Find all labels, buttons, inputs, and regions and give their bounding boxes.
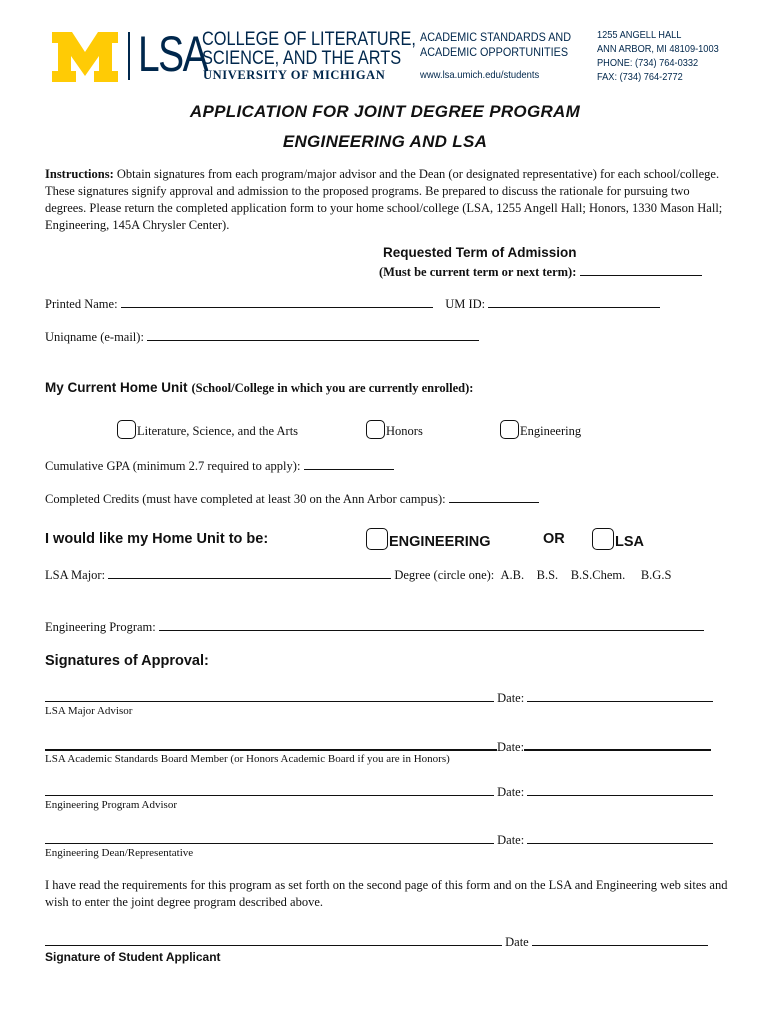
form-title-line-2: ENGINEERING AND LSA [282, 132, 488, 151]
degree-option-bs[interactable]: B.S. [536, 568, 559, 582]
university-name: UNIVERSITY OF MICHIGAN [203, 68, 386, 82]
engineering-dean-caption: Engineering Dean/Representative [45, 847, 194, 859]
degree-option-ab[interactable]: A.B. [500, 568, 525, 582]
printed-name-input[interactable] [121, 296, 433, 308]
honors-option-label: Honors [386, 424, 423, 438]
engineering-dean-date-input[interactable] [527, 830, 713, 844]
engineering-program-row [45, 619, 704, 635]
lsa-major-row [45, 567, 671, 583]
degree-option-bschem[interactable]: B.S.Chem. [570, 568, 626, 582]
printed-name-label: Printed Name: [45, 297, 118, 311]
engineering-dean-date-label: Date: [497, 833, 525, 847]
standards-board-caption: LSA Academic Standards Board Member (or Honors Academic Board if you are in Honors) [45, 753, 450, 765]
term-note: (Must be current term or next term): [379, 265, 577, 279]
current-home-unit-note: (School/College in which you are currently enrolled): [191, 381, 474, 395]
option-engineering[interactable] [500, 420, 581, 439]
lsa-home-checkbox[interactable] [592, 528, 614, 550]
option-lsa[interactable] [117, 420, 298, 439]
or-text: OR [543, 531, 565, 547]
signature-line-engineering-advisor [45, 782, 713, 800]
major-advisor-date-label: Date: [497, 691, 525, 705]
office-address [597, 28, 719, 84]
uniqname-row [45, 329, 479, 345]
option-honors[interactable] [366, 420, 423, 439]
block-m-logo [50, 30, 120, 84]
form-title-line-1: APPLICATION FOR JOINT DEGREE PROGRAM [189, 102, 581, 121]
degree-option-bgs[interactable]: B.G.S [640, 568, 672, 582]
standards-board-signature-input[interactable] [45, 736, 497, 751]
signature-line-major-advisor [45, 688, 713, 706]
engineering-dean-signature-input[interactable] [45, 830, 494, 844]
term-row [379, 264, 702, 280]
engineering-advisor-caption: Engineering Program Advisor [45, 799, 177, 811]
student-signature-input[interactable] [45, 932, 502, 946]
major-advisor-date-input[interactable] [527, 688, 713, 702]
phone-number: PHONE: (734) 764-0332 [597, 57, 699, 69]
credits-input[interactable] [449, 491, 539, 503]
address-line-1: 1255 ANGELL HALL [597, 29, 682, 41]
printed-name-row [45, 296, 660, 312]
gpa-label: Cumulative GPA (minimum 2.7 required to apply): [45, 459, 301, 473]
website-link[interactable]: www.lsa.umich.edu/students [420, 69, 540, 81]
signature-line-student [45, 932, 708, 950]
student-date-label: Date [505, 935, 529, 949]
lsa-mark: LSA [138, 26, 208, 82]
office-line-2: ACADEMIC OPPORTUNITIES [420, 45, 569, 59]
form-subtitle [0, 132, 770, 152]
instructions-text: Obtain signatures from each program/major advisor and the Dean (or designated representative) for each school/college. These signatures signify approval and admission to the proposed programs. Be prepared to discuss the rationale for pursuing two degrees. Please return the completed application form to your home school/college (LSA, 1255 Angell Hall; Honors, 1330 Mason Hall; Engineering, 145A Chrysler Center). [45, 167, 723, 232]
gpa-row [45, 458, 394, 474]
office-name [420, 30, 571, 83]
credits-label: Completed Credits (must have completed at least 30 on the Ann Arbor campus): [45, 492, 446, 506]
desired-home-unit-heading: I would like my Home Unit to be: [45, 531, 269, 547]
lsa-major-label: LSA Major: [45, 568, 106, 582]
lsa-major-input[interactable] [108, 567, 391, 579]
standards-board-date-input[interactable] [524, 736, 711, 751]
college-name [202, 30, 416, 68]
uniqname-label: Uniqname (e-mail): [45, 330, 144, 344]
engineering-program-input[interactable] [159, 619, 704, 631]
standards-board-date-label: Date: [497, 740, 525, 754]
term-input[interactable] [580, 264, 702, 276]
engineering-checkbox[interactable] [500, 420, 519, 439]
college-line-2: SCIENCE, AND THE ARTS [202, 48, 402, 69]
term-heading: Requested Term of Admission [383, 245, 577, 260]
instructions-label: Instructions: [45, 167, 114, 181]
engineering-home-checkbox[interactable] [366, 528, 388, 550]
option-lsa-home[interactable] [592, 528, 644, 550]
form-title [0, 102, 770, 122]
engineering-advisor-signature-input[interactable] [45, 782, 494, 796]
lsa-checkbox[interactable] [117, 420, 136, 439]
student-signature-caption: Signature of Student Applicant [45, 950, 221, 964]
engineering-program-label: Engineering Program: [45, 620, 156, 634]
gpa-input[interactable] [304, 458, 394, 470]
fax-number: FAX: (734) 764-2772 [597, 71, 683, 83]
major-advisor-caption: LSA Major Advisor [45, 705, 133, 717]
engineering-option-label: Engineering [520, 424, 582, 438]
engineering-advisor-date-label: Date: [497, 785, 525, 799]
student-date-input[interactable] [532, 932, 708, 946]
instructions-paragraph [45, 166, 727, 234]
office-line-1: ACADEMIC STANDARDS AND [420, 30, 572, 44]
honors-checkbox[interactable] [366, 420, 385, 439]
university-logo [50, 30, 120, 84]
uniqname-input[interactable] [147, 329, 479, 341]
engineering-home-label: ENGINEERING [389, 534, 491, 550]
address-line-2: ANN ARBOR, MI 48109-1003 [597, 43, 719, 55]
umid-label: UM ID: [445, 297, 486, 311]
signatures-heading: Signatures of Approval: [45, 653, 209, 669]
major-advisor-signature-input[interactable] [45, 688, 494, 702]
credits-row [45, 491, 539, 507]
current-home-unit-row [45, 379, 473, 397]
logo-divider [128, 32, 130, 80]
engineering-advisor-date-input[interactable] [527, 782, 713, 796]
degree-label: Degree (circle one): [394, 568, 495, 582]
lsa-home-label: LSA [615, 534, 644, 550]
umid-input[interactable] [488, 296, 660, 308]
lsa-option-label: Literature, Science, and the Arts [137, 424, 299, 438]
current-home-unit-heading: My Current Home Unit [45, 380, 188, 395]
college-line-1: COLLEGE OF LITERATURE, [202, 29, 416, 50]
applicant-statement: I have read the requirements for this program as set forth on the second page of this form and on the LSA and Engineering web sites and wish to enter the joint degree program described above. [45, 878, 728, 909]
signature-line-engineering-dean [45, 830, 713, 848]
option-engineering-home[interactable] [366, 528, 491, 550]
